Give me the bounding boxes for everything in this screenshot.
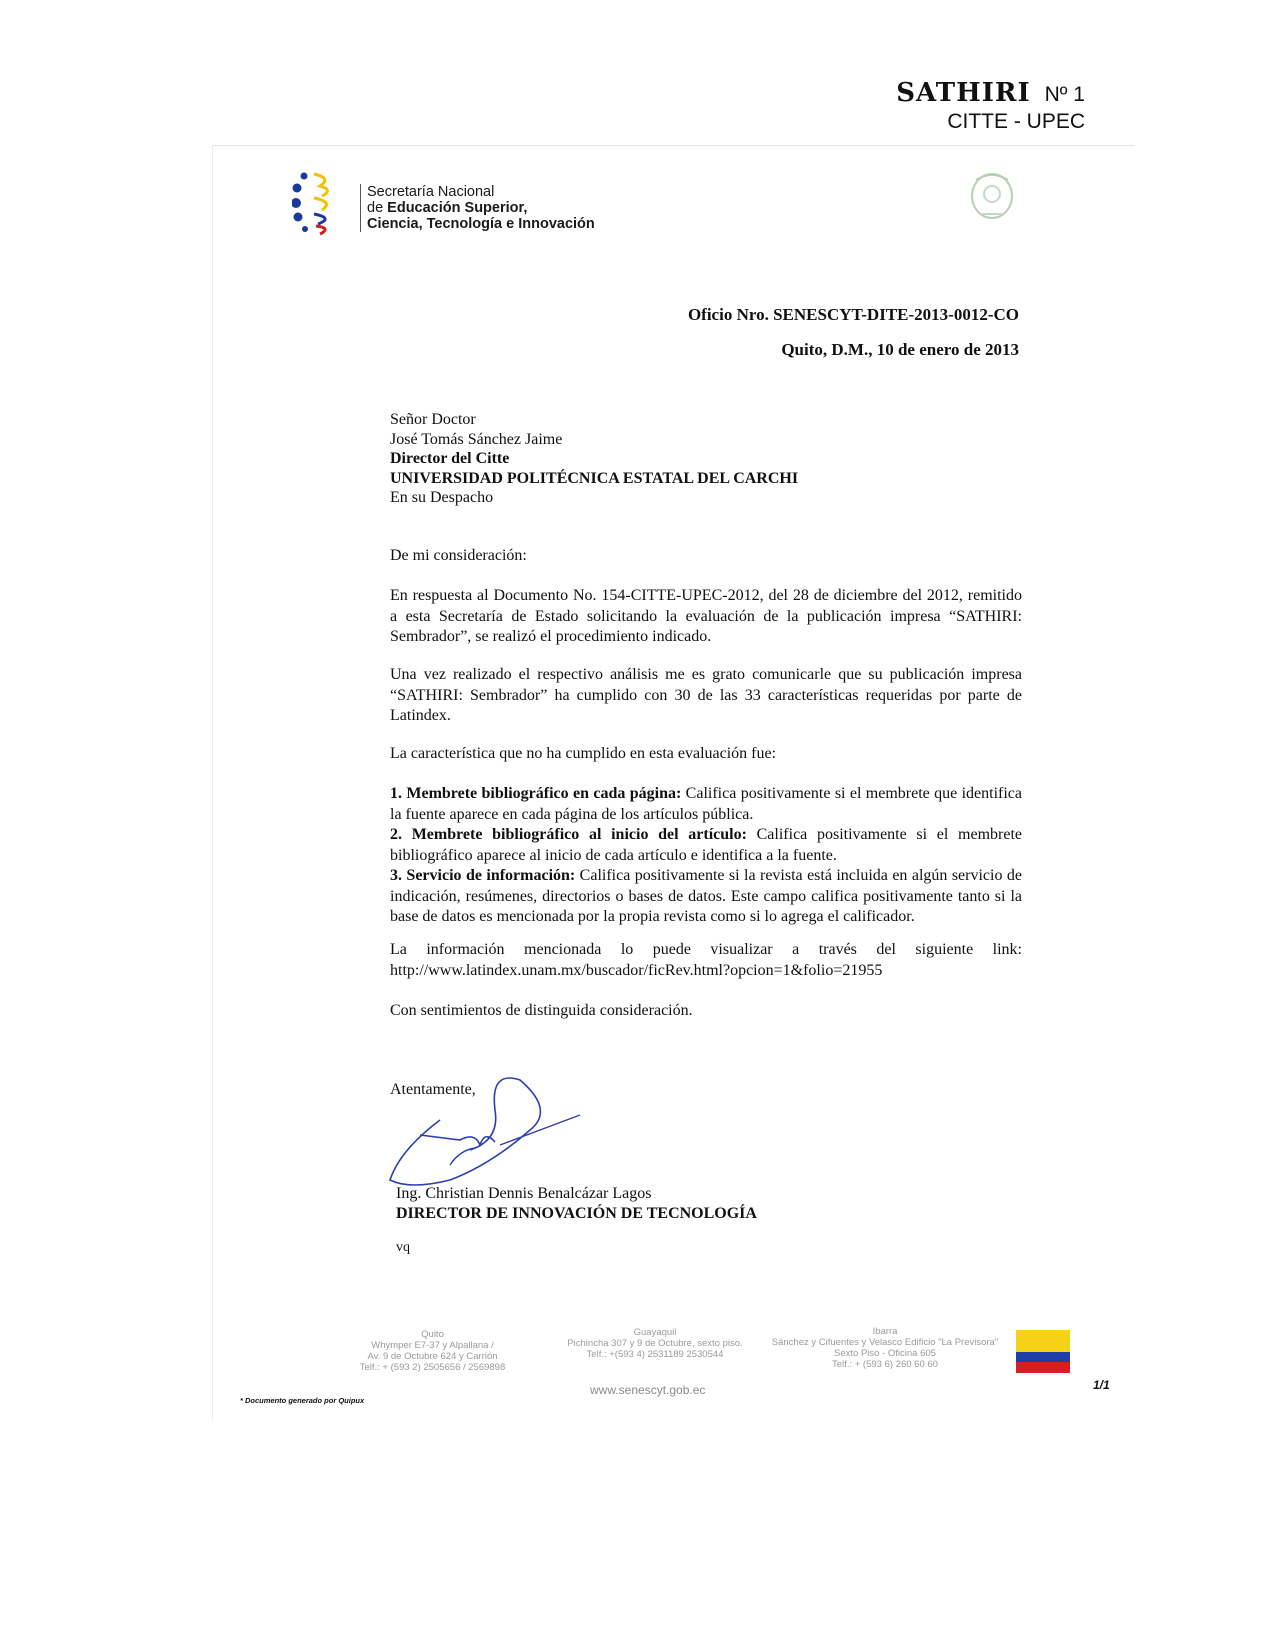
footer-website[interactable]: www.senescyt.gob.ec — [590, 1383, 706, 1397]
letter-date: Quito, D.M., 10 de enero de 2013 — [781, 340, 1019, 359]
criteria-title: 2. Membrete bibliográfico al inicio del artículo: — [390, 826, 747, 843]
paragraph-4: La información mencionada lo puede visualizar a través del siguiente link: — [390, 941, 1022, 958]
page-number: 1/1 — [1093, 1378, 1110, 1392]
criteria-text: Califica positivamente si el membrete que identifica la fuente aparece en cada página de los artículos pública. — [390, 785, 1023, 823]
signer-name: Ing. Christian Dennis Benalcázar Lagos — [396, 1185, 652, 1202]
footer-guayaquil-city: Guayaquil — [633, 1327, 677, 1338]
footer-quito — [340, 1329, 525, 1373]
journal-number: Nº 1 — [1044, 83, 1085, 106]
footer-ibarra — [770, 1326, 1000, 1370]
flag-stripe-red — [1016, 1362, 1070, 1373]
letterhead-line-3-bold: Ciencia, Tecnología e Innovación — [367, 216, 595, 232]
ecuador-flag-icon — [1016, 1330, 1070, 1373]
footer-guayaquil-line-1: Pichincha 307 y 9 de Octubre, sexto piso. — [567, 1338, 743, 1349]
letterhead-line-2-prefix: de — [367, 200, 388, 216]
criteria-title: 3. Servicio de información: — [390, 867, 576, 884]
footer-ibarra-line-3: Telf.: + (593 6) 260 60 60 — [832, 1359, 938, 1370]
letterhead-line-2 — [367, 200, 595, 216]
footer-guayaquil — [560, 1327, 750, 1360]
footer-quito-line-3: Telf.: + (593 2) 2505656 / 2569898 — [359, 1362, 506, 1373]
oficio-number: Oficio Nro. SENESCYT-DITE-2013-0012-CO — [687, 305, 1019, 324]
recipient-block — [390, 410, 798, 508]
coat-of-arms-seal-icon — [962, 168, 1022, 224]
letterhead-text — [360, 184, 595, 232]
criteria-text: Califica positivamente si la revista está incluida en algún servicio de indicación, resúmenes, directorios o bases de datos. Este campo califica positivamente tanto si la base de datos es mencionada por la propia revista como si lo agrega el calificador. — [390, 867, 1023, 925]
journal-name: SATHIRI — [896, 78, 1031, 108]
paragraph-2: Una vez realizado el respectivo análisis me es grato comunicarle que su publicación impresa “SATHIRI: Sembrador” ha cumplido con 30 de las 33 características requeridas por parte de Latindex. — [390, 666, 1022, 724]
handwritten-signature — [380, 1070, 590, 1200]
recipient-position: Director del Citte — [390, 450, 510, 467]
greeting: De mi consideración: — [390, 547, 527, 564]
letter-sheet — [212, 145, 1135, 1421]
footer-ibarra-line-2: Sexto Piso - Oficina 605 — [834, 1348, 936, 1359]
criteria-title: 1. Membrete bibliográfico en cada página: — [390, 785, 682, 802]
recipient-name: José Tomás Sánchez Jaime — [390, 430, 563, 448]
criteria-text: Califica positivamente si el membrete bibliográfico aparece al inicio de cada artículo e identifica a la fuente. — [390, 826, 1022, 864]
flag-stripe-yellow — [1016, 1330, 1070, 1352]
recipient-title: Señor Doctor — [390, 411, 476, 428]
journal-header — [896, 78, 1085, 134]
criteria-item — [390, 825, 1022, 866]
closing-line: Con sentimientos de distinguida consideración. — [390, 1002, 693, 1019]
footer-quito-line-2: Av. 9 de Octubre 624 y Carrión — [367, 1351, 498, 1362]
footer-quito-line-1: Whymper E7-37 y Alpallana / — [371, 1340, 494, 1351]
criteria-list — [390, 784, 1022, 928]
paragraph-1: En respuesta al Documento No. 154-CITTE-UPEC-2012, del 28 de diciembre del 2012, remitido a esta Secretaría de Estado solicitando la evaluación de la publicación impresa “SATHIRI: Sembrador”, se realizó el procedimiento indicado. — [390, 587, 1022, 645]
latindex-link[interactable]: http://www.latindex.unam.mx/buscador/ficRev.html?opcion=1&folio=21955 — [390, 962, 883, 979]
footer-ibarra-line-1: Sánchez y Cifuentes y Velasco Edificio "La Previsora" — [771, 1337, 999, 1348]
flag-stripe-blue — [1016, 1352, 1070, 1363]
signer-role: DIRECTOR DE INNOVACIÓN DE TECNOLOGÍA — [396, 1205, 757, 1222]
letterhead-line-2-bold: Educación Superior, — [387, 200, 528, 216]
footer-guayaquil-line-2: Telf.: +(593 4) 2531189 2530544 — [586, 1349, 724, 1360]
criteria-item — [390, 866, 1022, 928]
paragraph-3: La característica que no ha cumplido en esta evaluación fue: — [390, 745, 777, 762]
generated-note: * Documento generado por Quipux — [240, 1396, 365, 1405]
criteria-item — [390, 784, 1022, 825]
recipient-institution: UNIVERSIDAD POLITÉCNICA ESTATAL DEL CARCHI — [390, 469, 799, 487]
regards: Atentamente, — [390, 1081, 476, 1098]
letterhead-line-3 — [367, 216, 595, 232]
footer-quito-city: Quito — [421, 1329, 444, 1340]
footer-ibarra-city: Ibarra — [872, 1326, 898, 1337]
journal-org: CITTE - UPEC — [947, 110, 1085, 133]
typist-initials: vq — [396, 1240, 410, 1255]
recipient-office: En su Despacho — [390, 489, 494, 506]
letterhead-line-1: Secretaría Nacional — [367, 184, 495, 200]
